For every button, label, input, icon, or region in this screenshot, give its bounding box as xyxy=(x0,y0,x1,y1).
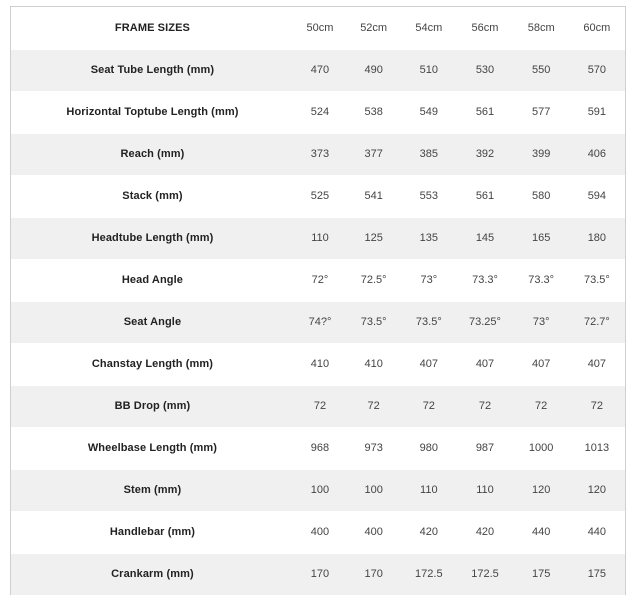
table-row xyxy=(11,553,625,595)
table-cell: 73° xyxy=(514,301,569,343)
table-row xyxy=(11,259,625,301)
table-cell: 385 xyxy=(401,133,456,175)
table-cell: 541 xyxy=(346,175,401,217)
size-header-cell: 50cm xyxy=(294,7,346,49)
table-cell: 72° xyxy=(294,259,346,301)
table-cell: 553 xyxy=(401,175,456,217)
table-cell: 440 xyxy=(569,511,625,553)
geometry-table-container xyxy=(10,6,626,595)
table-cell: 406 xyxy=(569,133,625,175)
table-cell: 577 xyxy=(514,91,569,133)
table-cell: 570 xyxy=(569,49,625,91)
table-cell: 399 xyxy=(514,133,569,175)
table-cell: 980 xyxy=(401,427,456,469)
table-cell: 180 xyxy=(569,217,625,259)
table-cell: 538 xyxy=(346,91,401,133)
table-cell: 72 xyxy=(514,385,569,427)
table-cell: 72 xyxy=(294,385,346,427)
table-cell: 72 xyxy=(346,385,401,427)
table-cell: 1013 xyxy=(569,427,625,469)
table-cell: 72.7° xyxy=(569,301,625,343)
table-cell: 73.5° xyxy=(569,259,625,301)
table-row xyxy=(11,469,625,511)
table-row xyxy=(11,175,625,217)
table-cell: 410 xyxy=(346,343,401,385)
table-cell: 175 xyxy=(569,553,625,595)
table-cell: 407 xyxy=(569,343,625,385)
table-cell: 407 xyxy=(514,343,569,385)
table-cell: 110 xyxy=(294,217,346,259)
table-cell: 594 xyxy=(569,175,625,217)
table-header-row xyxy=(11,7,625,49)
table-row xyxy=(11,133,625,175)
table-cell: 440 xyxy=(514,511,569,553)
table-cell: 1000 xyxy=(514,427,569,469)
row-label: Horizontal Toptube Length (mm) xyxy=(11,91,294,133)
table-cell: 120 xyxy=(514,469,569,511)
size-header-cell: 56cm xyxy=(456,7,513,49)
table-row xyxy=(11,343,625,385)
table-cell: 407 xyxy=(401,343,456,385)
row-label: Stem (mm) xyxy=(11,469,294,511)
row-label: BB Drop (mm) xyxy=(11,385,294,427)
table-cell: 561 xyxy=(456,175,513,217)
table-cell: 172.5 xyxy=(401,553,456,595)
table-cell: 392 xyxy=(456,133,513,175)
table-cell: 73.3° xyxy=(456,259,513,301)
table-cell: 400 xyxy=(346,511,401,553)
table-cell: 530 xyxy=(456,49,513,91)
table-cell: 172.5 xyxy=(456,553,513,595)
table-cell: 400 xyxy=(294,511,346,553)
row-label: Wheelbase Length (mm) xyxy=(11,427,294,469)
table-cell: 165 xyxy=(514,217,569,259)
row-label: Seat Tube Length (mm) xyxy=(11,49,294,91)
table-cell: 407 xyxy=(456,343,513,385)
table-cell: 72.5° xyxy=(346,259,401,301)
row-label: Crankarm (mm) xyxy=(11,553,294,595)
table-cell: 373 xyxy=(294,133,346,175)
table-cell: 73.5° xyxy=(346,301,401,343)
table-cell: 549 xyxy=(401,91,456,133)
size-header-cell: 60cm xyxy=(569,7,625,49)
row-label: Headtube Length (mm) xyxy=(11,217,294,259)
table-cell: 175 xyxy=(514,553,569,595)
table-cell: 973 xyxy=(346,427,401,469)
table-cell: 72 xyxy=(401,385,456,427)
table-row xyxy=(11,511,625,553)
table-cell: 73.25° xyxy=(456,301,513,343)
table-cell: 550 xyxy=(514,49,569,91)
table-cell: 420 xyxy=(456,511,513,553)
table-cell: 170 xyxy=(294,553,346,595)
table-row xyxy=(11,49,625,91)
row-label: Seat Angle xyxy=(11,301,294,343)
table-cell: 580 xyxy=(514,175,569,217)
table-cell: 968 xyxy=(294,427,346,469)
row-label: Reach (mm) xyxy=(11,133,294,175)
table-cell: 591 xyxy=(569,91,625,133)
table-cell: 377 xyxy=(346,133,401,175)
table-cell: 74?° xyxy=(294,301,346,343)
table-cell: 490 xyxy=(346,49,401,91)
table-cell: 410 xyxy=(294,343,346,385)
size-header-cell: 54cm xyxy=(401,7,456,49)
table-cell: 470 xyxy=(294,49,346,91)
table-cell: 510 xyxy=(401,49,456,91)
table-cell: 73° xyxy=(401,259,456,301)
table-cell: 125 xyxy=(346,217,401,259)
table-cell: 110 xyxy=(401,469,456,511)
table-cell: 110 xyxy=(456,469,513,511)
table-cell: 145 xyxy=(456,217,513,259)
table-row xyxy=(11,217,625,259)
table-cell: 100 xyxy=(294,469,346,511)
table-row xyxy=(11,91,625,133)
row-label: Handlebar (mm) xyxy=(11,511,294,553)
table-cell: 561 xyxy=(456,91,513,133)
table-cell: 987 xyxy=(456,427,513,469)
table-cell: 100 xyxy=(346,469,401,511)
table-cell: 73.3° xyxy=(514,259,569,301)
table-cell: 72 xyxy=(569,385,625,427)
row-label: Head Angle xyxy=(11,259,294,301)
frame-sizes-header: FRAME SIZES xyxy=(11,7,294,49)
table-cell: 525 xyxy=(294,175,346,217)
table-cell: 170 xyxy=(346,553,401,595)
table-cell: 524 xyxy=(294,91,346,133)
table-row xyxy=(11,385,625,427)
row-label: Chanstay Length (mm) xyxy=(11,343,294,385)
table-cell: 420 xyxy=(401,511,456,553)
frame-geometry-table xyxy=(11,7,625,596)
table-row xyxy=(11,427,625,469)
row-label: Stack (mm) xyxy=(11,175,294,217)
table-cell: 120 xyxy=(569,469,625,511)
table-cell: 73.5° xyxy=(401,301,456,343)
table-cell: 135 xyxy=(401,217,456,259)
table-cell: 72 xyxy=(456,385,513,427)
size-header-cell: 58cm xyxy=(514,7,569,49)
table-row xyxy=(11,301,625,343)
size-header-cell: 52cm xyxy=(346,7,401,49)
